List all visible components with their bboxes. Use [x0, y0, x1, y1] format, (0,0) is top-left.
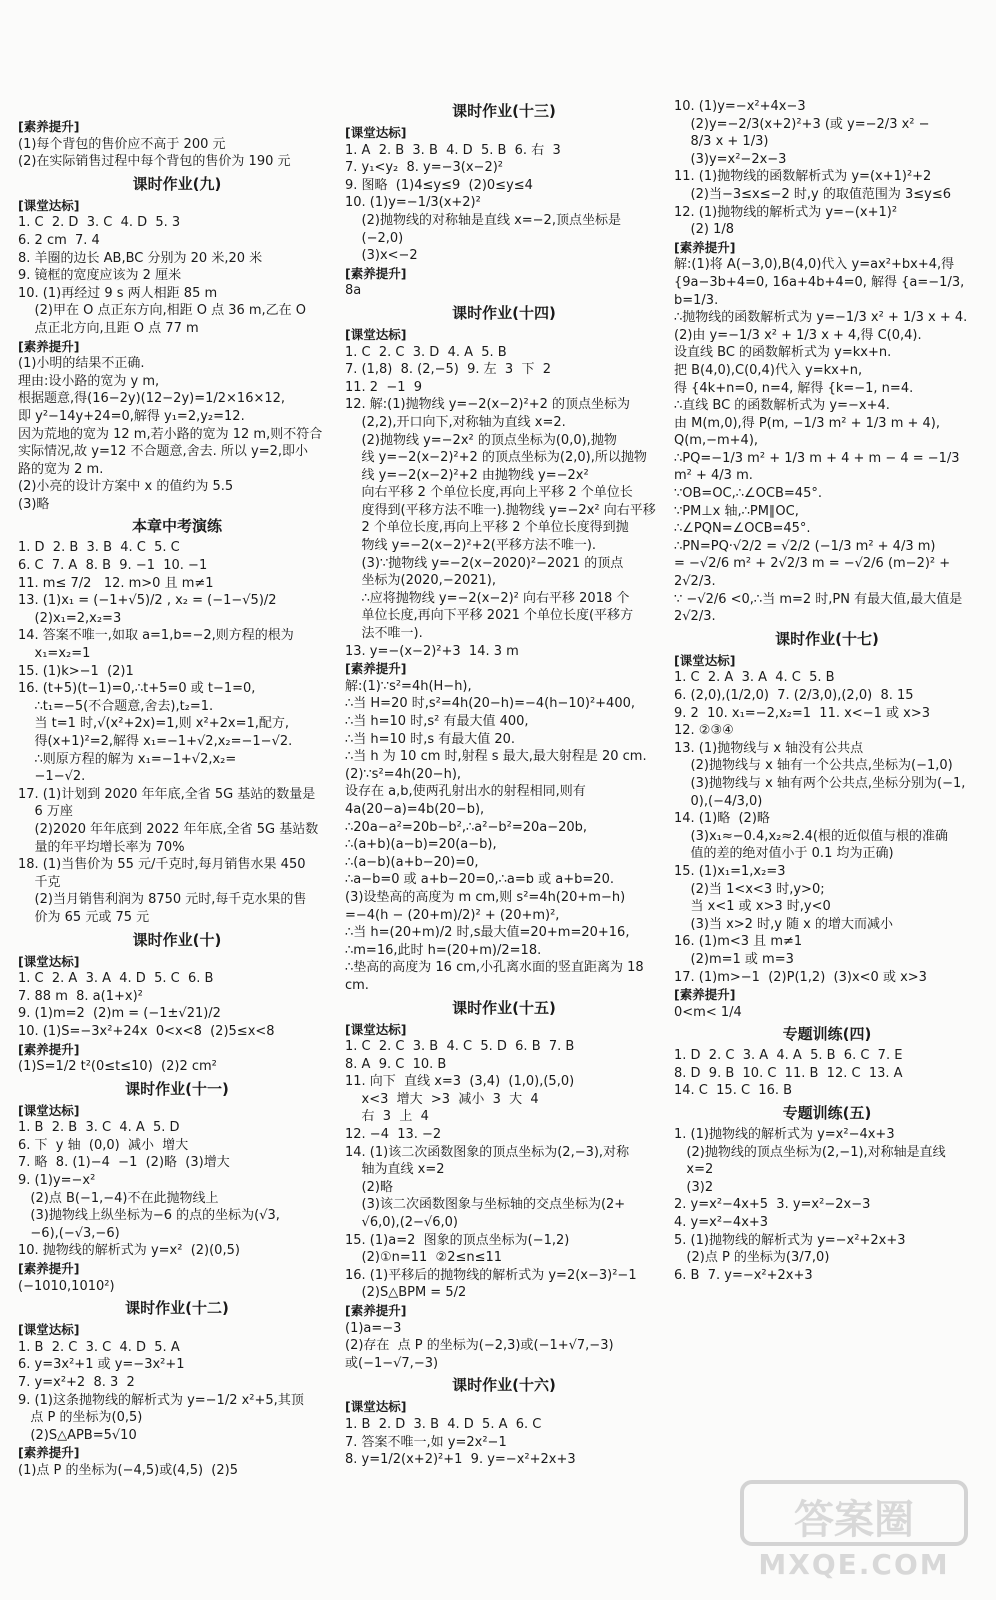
answer-line: ∵OB=OC,∴∠OCB=45°.: [674, 486, 822, 502]
answer-line: ∴直线 BC 的函数解析式为 y=−x+4.: [674, 398, 890, 414]
answer-line: 18. (1)当售价为 55 元/千克时,每月销售水果 450: [18, 857, 306, 873]
answer-line: 因为荒地的宽为 12 m,若小路的宽为 12 m,则不符合: [18, 426, 323, 442]
answer-line: 14. (1)略 (2)略: [674, 811, 770, 827]
answer-line: 1. D 2. B 3. B 4. C 5. C: [18, 540, 180, 556]
section-heading: 本章中考演练: [131, 517, 222, 536]
answer-line: 4. y=x²−4x+3: [674, 1215, 769, 1231]
answer-line: (2)当−3≤x≤−2 时,y 的取值范围为 3≤y≤6: [674, 186, 951, 202]
answer-line: 7. 答案不唯一,如 y=2x²−1: [345, 1434, 507, 1450]
answer-line: −6),(−√3,−6): [18, 1225, 120, 1241]
answer-line: 2 个单位长度,再向上平移 2 个单位长度得到抛: [345, 520, 629, 536]
answer-line: 根据题意,得(16−2y)(12−2y)=1/2×16×12,: [18, 391, 286, 407]
subsection-tag: [素养提升]: [345, 661, 407, 677]
answer-line: 7. y=x²+2 8. 3 2: [18, 1375, 135, 1390]
answer-line: 单位长度,再向下平移 2021 个单位长度(平移方: [345, 608, 634, 624]
answer-line: 10. (1)y=−x²+4x−3: [674, 99, 806, 114]
section-heading: 课时作业(十一): [125, 1079, 229, 1098]
answer-line: (1)a=−3: [345, 1320, 402, 1336]
answer-line: ∴当 h=10 时,s 有最大值 20.: [345, 731, 516, 747]
answer-line: 15. (1)x₁=1,x₂=3: [674, 863, 786, 879]
answer-line: 1. C 2. C 3. B 4. C 5. D 6. B 7. B: [345, 1039, 575, 1055]
answer-line: ∴PQ=−1/3 m² + 1/3 m + 4 + m − 4 = −1/3 m² + 4/3 m.: [674, 450, 964, 484]
answer-line: 或(−1−√7,−3): [345, 1355, 439, 1371]
answer-line: 6. 下 y 轴 (0,0) 减小 增大: [18, 1137, 189, 1153]
answer-line: 5. (1)抛物线的解析式为 y=−x²+2x+3: [674, 1232, 906, 1248]
answer-line: 16. (1)平移后的抛物线的解析式为 y=2(x−3)²−1: [345, 1267, 637, 1283]
answer-line: (3)抛物线上纵坐标为−6 的点的坐标为(√3,: [18, 1208, 280, 1224]
answer-line: 1. B 2. B 3. C 4. A 5. D: [18, 1120, 180, 1136]
answer-line: 9. 图略 (1)4≤y≤9 (2)0≤y≤4: [345, 177, 533, 193]
answer-line: 14. 答案不唯一,如取 a=1,b=−2,则方程的根为: [18, 628, 294, 644]
section-heading: 专题训练(四): [782, 1025, 872, 1044]
answer-line: 当 x<1 或 x>3 时,y<0: [674, 899, 831, 915]
answer-line: 6. (2,0),(1/2,0) 7. (2/3,0),(2,0) 8. 15: [674, 688, 914, 703]
answer-line: 7. 88 m 8. a(1+x)²: [18, 988, 143, 1004]
answer-line: (2)由 y=−1/3 x² + 1/3 x + 4,得 C(0,4).: [674, 327, 922, 343]
subsection-tag: [素养提升]: [18, 1261, 80, 1277]
answer-line: ∴当 H=20 时,s²=4h(20−h)=−4(h−10)²+400,: [345, 696, 636, 712]
subsection-tag: [素养提升]: [674, 239, 736, 255]
answer-line: 6 万座: [18, 804, 73, 820]
answer-line: 8/3 x + 1/3): [674, 134, 769, 150]
watermark-url: MXQE.COM: [758, 1548, 950, 1581]
answer-line: =−4(h − (20+m)/2)² + (20+m)²,: [345, 907, 560, 923]
answer-line: ∴a−b=0 或 a+b−20=0,∴a=b 或 a+b=20.: [345, 872, 614, 888]
answer-line: (3)∵抛物线 y=−2(x−2020)²−2021 的顶点: [345, 555, 624, 571]
answer-line: (2)2020 年年底到 2022 年年底,全省 5G 基站数: [18, 821, 319, 837]
answer-line: 9. (1)m=2 (2)m = (−1±√21)/2: [18, 1006, 221, 1022]
answer-line: 8. 羊圈的边长 AB,BC 分别为 20 米,20 米: [18, 250, 263, 266]
answer-line: 9. (1)y=−x²: [18, 1173, 96, 1189]
section-heading: 课时作业(十五): [452, 998, 556, 1017]
subsection-tag: [课堂达标]: [674, 652, 736, 668]
answer-line: 1. C 2. D 3. C 4. D 5. 3: [18, 215, 181, 231]
section-heading: 课时作业(十四): [452, 303, 556, 322]
answer-line: ∴∠PQN=∠OCB=45°.: [674, 521, 811, 537]
answer-line: (2)抛物线 y=−2x² 的顶点坐标为(0,0),抛物: [345, 432, 617, 448]
answer-line: (−2,0): [345, 230, 404, 246]
answer-line: 点正北方向,且距 O 点 77 m: [18, 320, 199, 336]
answer-line: 量的年平均增长率为 70%: [18, 839, 185, 855]
answer-line: (2)略: [345, 1179, 393, 1195]
answer-line: 当 t=1 时,√(x²+2x)=1,则 x²+2x=1,配方,: [18, 716, 289, 732]
answer-line: 由 M(m,0),得 P(m, −1/3 m² + 1/3 m + 4),: [674, 415, 940, 431]
answer-line: 实际情况,故 y=12 不合题意,舍去. 所以 y=2,即小: [18, 444, 309, 460]
answer-line: (2)S△BPM = 5/2: [345, 1285, 467, 1301]
answer-line: (3)y=x²−2x−3: [674, 151, 787, 167]
answer-line: 1. A 2. B 3. B 4. D 5. B 6. 右 3: [345, 142, 561, 158]
subsection-tag: [课堂达标]: [345, 125, 407, 140]
answer-line: (2)抛物线与 x 轴有一个公共点,坐标为(−1,0): [674, 758, 953, 774]
answer-line: (2)在实际销售过程中每个背包的售价为 190 元: [18, 154, 291, 170]
section-heading: 专题训练(五): [782, 1104, 872, 1123]
answer-line: 点 P 的坐标为(0,5): [18, 1410, 143, 1426]
answer-line: 物线 y=−2(x−2)²+2(平移方法不唯一).: [345, 538, 597, 554]
subsection-tag: [素养提升]: [345, 1303, 407, 1318]
answer-line: 13. (1)x₁ = (−1+√5)/2 , x₂ = (−1−√5)/2: [18, 593, 277, 609]
answer-line: (2)点 B(−1,−4)不在此抛物线上: [18, 1190, 219, 1206]
answer-line: 1. C 2. A 3. A 4. D 5. C 6. B: [18, 971, 214, 987]
answer-line: (2)当月销售利润为 8750 元时,每千克水果的售: [18, 892, 307, 908]
answer-line: 9. 2 10. x₁=−2,x₂=1 11. x<−1 或 x>3: [674, 705, 930, 721]
answer-line: 16. (1)m<3 且 m≠1: [674, 934, 803, 950]
answer-line: 4a(20−a)=4b(20−b),: [345, 801, 485, 817]
section-heading: 课时作业(九): [132, 174, 222, 193]
answer-line: −1−√2.: [18, 769, 86, 785]
answer-line: (1)点 P 的坐标为(−4,5)或(4,5) (2)5: [18, 1462, 238, 1478]
answer-line: (3)设垫高的高度为 m cm,则 s²=4h(20+m−h): [345, 889, 626, 905]
answer-line: (2)m=1 或 m=3: [674, 951, 794, 967]
answer-line: ∴当 h=10 时,s² 有最大值 400,: [345, 714, 529, 729]
answer-line: 6. C 7. A 8. B 9. −1 10. −1: [18, 558, 208, 574]
answer-line: 12. 解:(1)抛物线 y=−2(x−2)²+2 的顶点坐标为: [345, 397, 630, 413]
answer-line: 向右平移 2 个单位长度,再向上平移 2 个单位长: [345, 485, 633, 501]
answer-line: ∵PM⊥x 轴,∴PM∥OC,: [674, 503, 799, 519]
answer-line: √6,0),(2−√6,0): [345, 1215, 458, 1231]
answer-line: 13. (1)抛物线与 x 轴没有公共点: [674, 740, 864, 756]
answer-line: = −√2/6 m² + 2√2/3 m = −√2/6 (m−2)² + 2√2/3.: [674, 556, 955, 590]
answer-line: 8a: [345, 283, 362, 299]
answer-line: 线 y=−2(x−2)²+2 由抛物线 y=−2x²: [345, 467, 589, 483]
answer-line: (3)抛物线与 x 轴有两个公共点,坐标分别为(−1,: [674, 775, 966, 791]
answer-line: 1. C 2. A 3. A 4. C 5. B: [674, 670, 835, 686]
answer-line: (1)每个背包的售价应不高于 200 元: [18, 136, 226, 152]
answer-line: (2)∵s²=4h(20−h),: [345, 766, 462, 782]
answer-line: (1)小明的结果不正确.: [18, 356, 145, 372]
answer-line: 14. C 15. C 16. B: [674, 1083, 793, 1099]
answer-line: 15. (1)a=2 图象的顶点坐标为(−1,2): [345, 1232, 570, 1248]
answer-line: 设直线 BC 的函数解析式为 y=kx+n.: [674, 345, 892, 361]
answer-line: 12. −4 13. −2: [345, 1127, 442, 1143]
answer-line: {9a−3b+4=0, 16a+4b+4=0, 解得 {a=−1/3, b=1/3.: [674, 274, 969, 308]
answer-line: x=2: [674, 1162, 714, 1178]
answer-line: 16. (t+5)(t−1)=0,∴t+5=0 或 t−1=0,: [18, 681, 256, 697]
answer-line: 10. (1)S=−3x²+24x 0<x<8 (2)5≤x<8: [18, 1023, 275, 1039]
answer-line: 6. B 7. y=−x²+2x+3: [674, 1267, 813, 1283]
answer-line: (2,2),开口向下,对称轴为直线 x=2.: [345, 414, 566, 430]
answer-line: 1. B 2. D 3. B 4. D 5. A 6. C: [345, 1416, 542, 1432]
subsection-tag: [课堂达标]: [345, 326, 407, 342]
answer-line: 10. (1)再经过 9 s 两人相距 85 m: [18, 285, 218, 301]
answer-line: 10. 抛物线的解析式为 y=x² (2)(0,5): [18, 1243, 240, 1259]
answer-line: 右 3 上 4: [345, 1109, 429, 1125]
answer-line: 17. (1)m>−1 (2)P(1,2) (3)x<0 或 x>3: [674, 969, 927, 985]
answer-line: (2)S△APB=5√10: [18, 1427, 137, 1443]
answer-line: (2)抛物线的顶点坐标为(2,−1),对称轴是直线: [674, 1144, 946, 1160]
subsection-tag: [课堂达标]: [18, 1322, 80, 1338]
answer-line: ∴当 h 为 10 cm 时,射程 s 最大,最大射程是 20 cm.: [345, 749, 647, 765]
section-heading: 课时作业(十): [132, 930, 222, 949]
answer-line: 7. y₁<y₂ 8. y=−3(x−2)²: [345, 160, 503, 176]
answer-line: 路的宽为 2 m.: [18, 461, 104, 477]
answer-line: 11. 向下 直线 x=3 (3,4) (1,0),(5,0): [345, 1074, 575, 1090]
answer-line: 理由:设小路的宽为 y m,: [18, 373, 160, 389]
answer-line: ∴当 h=(20+m)/2 时,s最大值=20+m=20+16,: [345, 925, 630, 941]
answer-line: (3)x<−2: [345, 248, 418, 264]
answer-line: 9. 镜框的宽度应该为 2 厘米: [18, 268, 182, 284]
answer-line: 8. A 9. C 10. B: [345, 1056, 447, 1072]
answer-line: 解:(1)将 A(−3,0),B(4,0)代入 y=ax²+bx+4,得: [674, 257, 955, 273]
watermark-logo: [734, 1476, 974, 1586]
answer-line: ∴(a−b)(a+b−20)=0,: [345, 854, 479, 870]
answer-line: 价为 65 元或 75 元: [18, 909, 150, 925]
answer-line: (2)小亮的设计方案中 x 的值约为 5.5: [18, 479, 234, 495]
answer-line: 17. (1)计划到 2020 年年底,全省 5G 基站的数量是: [18, 786, 316, 802]
answer-line: 15. (1)k>−1 (2)1: [18, 663, 134, 679]
answer-line: ∴m=16,此时 h=(20+m)/2=18.: [345, 942, 542, 958]
answer-line: 千克: [18, 874, 61, 890]
section-heading: 课时作业(十三): [452, 102, 556, 120]
answer-line: (2)存在 点 P 的坐标为(−2,3)或(−1+√7,−3): [345, 1338, 614, 1354]
answer-line: 1. C 2. C 3. D 4. A 5. B: [345, 344, 507, 360]
answer-line: 11. 2 −1 9: [345, 379, 423, 395]
answer-line: 7. (1,8) 8. (2,−5) 9. 左 3 下 2: [345, 362, 552, 378]
answer-line: (1)S=1/2 t²(0≤t≤10) (2)2 cm²: [18, 1059, 217, 1075]
answer-line: (3)当 x>2 时,y 随 x 的增大而减小: [674, 916, 893, 932]
subsection-tag: [素养提升]: [18, 338, 80, 354]
answer-line: (3)x₁≈−0.4,x₂≈2.4(根的近似值与根的准确: [674, 828, 948, 844]
answer-line: 10. (1)y=−1/3(x+2)²: [345, 195, 481, 211]
answer-line: 8. D 9. B 10. C 11. B 12. C 13. A: [674, 1065, 903, 1081]
answer-line: 14. (1)该二次函数图象的顶点坐标为(2,−3),对称: [345, 1144, 630, 1160]
answer-line: 解:(1)∵s²=4h(H−h),: [345, 678, 472, 694]
answer-line: 1. D 2. C 3. A 4. A 5. B 6. C 7. E: [674, 1048, 903, 1064]
answer-line: 1. (1)抛物线的解析式为 y=x²−4x+3: [674, 1127, 895, 1143]
answer-line: (2)点 P 的坐标为(3/7,0): [674, 1250, 830, 1266]
answer-line: 11. m≤ 7/2 12. m>0 且 m≠1: [18, 575, 214, 591]
section-heading: 课时作业(十六): [452, 1376, 556, 1395]
answer-line: 12. (1)抛物线的解析式为 y=−(x+1)²: [674, 204, 898, 220]
answer-line: 坐标为(2020,−2021),: [345, 573, 497, 589]
answer-line: 把 B(4,0),C(0,4)代入 y=kx+n,: [674, 362, 863, 378]
subsection-tag: [课堂达标]: [18, 1102, 80, 1118]
answer-line: (2)x₁=2,x₂=3: [18, 610, 122, 626]
answer-line: 设存在 a,b,使两孔射出水的射程相同,则有: [345, 784, 586, 800]
answer-line: (3)该二次函数图象与坐标轴的交点坐标为(2+: [345, 1197, 626, 1213]
answer-line: 12. ②③④: [674, 723, 734, 739]
answer-column-right: [674, 0, 980, 1600]
answer-line: (2)①n=11 ②2≤n≤11: [345, 1250, 503, 1266]
answer-line: (2)当 1<x<3 时,y>0;: [674, 881, 825, 897]
subsection-tag: [素养提升]: [674, 987, 736, 1003]
answer-line: (−1010,1010²): [18, 1278, 115, 1294]
subsection-tag: [课堂达标]: [345, 1021, 407, 1037]
answer-line: ∴应将抛物线 y=−2(x−2)² 向右平移 2018 个: [345, 590, 630, 606]
answer-line: 0<m< 1/4: [674, 1004, 742, 1020]
answer-line: (3)2: [674, 1179, 714, 1195]
answer-line: ∴则原方程的解为 x₁=−1+√2,x₂=: [18, 751, 237, 767]
answer-column-middle: [345, 0, 663, 1600]
answer-line: 6. y=3x²+1 或 y=−3x²+1: [18, 1357, 185, 1373]
answer-line: 7. 略 8. (1)−4 −1 (2)略 (3)增大: [18, 1155, 230, 1171]
answer-line: 即 y²−14y+24=0,解得 y₁=2,y₂=12.: [18, 408, 245, 424]
answer-line: 轴为直线 x=2: [345, 1162, 445, 1178]
answer-line: 得 {4k+n=0, n=4, 解得 {k=−1, n=4.: [674, 380, 914, 396]
answer-line: ∴垫高的高度为 16 cm,小孔离水面的竖直距离为 18 cm.: [345, 960, 648, 993]
section-heading: 课时作业(十七): [775, 629, 879, 648]
answer-line: ∴抛物线的函数解析式为 y=−1/3 x² + 1/3 x + 4.: [674, 310, 968, 326]
subsection-tag: [素养提升]: [345, 265, 407, 281]
answer-line: (2) 1/8: [674, 222, 734, 238]
answer-line: x<3 增大 >3 减小 3 大 4: [345, 1091, 539, 1107]
answer-line: 9. (1)这条抛物线的解析式为 y=−1/2 x²+5,其顶: [18, 1392, 304, 1408]
answer-line: ∴PN=PQ·√2/2 = √2/2 (−1/3 m² + 4/3 m): [674, 538, 936, 554]
answer-line: (2)甲在 O 点正东方向,相距 O 点 36 m,乙在 O: [18, 303, 307, 319]
answer-line: Q(m,−m+4),: [674, 433, 759, 449]
answer-line: 8. y=1/2(x+2)²+1 9. y=−x²+2x+3: [345, 1452, 576, 1468]
answer-line: ∴(a+b)(a−b)=20(a−b),: [345, 837, 497, 853]
subsection-tag: [素养提升]: [18, 119, 80, 134]
answer-column-left: [18, 0, 336, 1600]
answer-line: 0),(−4/3,0): [674, 793, 763, 809]
subsection-tag: [课堂达标]: [18, 197, 80, 213]
answer-line: 2. y=x²−4x+5 3. y=x²−2x−3: [674, 1197, 871, 1213]
answer-line: 值的差的绝对值小于 0.1 均为正确): [674, 846, 894, 862]
section-heading: 课时作业(十二): [125, 1299, 229, 1318]
answer-line: (3)略: [18, 496, 50, 512]
answer-line: ∵ −√2/6 <0,∴当 m=2 时,PN 有最大值,最大值是 2√2/3.: [674, 591, 967, 625]
answer-line: 得(x+1)²=2,解得 x₁=−1+√2,x₂=−1−√2.: [18, 734, 293, 749]
answer-line: ∴20a−a²=20b−b²,∴a²−b²=20a−20b,: [345, 819, 588, 835]
watermark-text: 答案圈: [794, 1497, 914, 1543]
subsection-tag: [课堂达标]: [345, 1399, 407, 1415]
answer-line: (2)y=−2/3(x+2)²+3 (或 y=−2/3 x² −: [674, 116, 930, 132]
answer-line: 11. (1)抛物线的函数解析式为 y=(x+1)²+2: [674, 169, 932, 185]
answer-line: (2)抛物线的对称轴是直线 x=−2,顶点坐标是: [345, 212, 621, 228]
subsection-tag: [素养提升]: [18, 1445, 80, 1461]
answer-line: ∴t₁=−5(不合题意,舍去),t₂=1.: [18, 698, 214, 714]
answer-line: x₁=x₂=1: [18, 646, 91, 662]
answer-line: 线 y=−2(x−2)²+2 的顶点坐标为(2,0),所以抛物: [345, 450, 647, 466]
answer-line: 6. 2 cm 7. 4: [18, 232, 100, 248]
answer-line: 1. B 2. C 3. C 4. D 5. A: [18, 1339, 180, 1355]
subsection-tag: [课堂达标]: [18, 953, 80, 969]
answer-line: 13. y=−(x−2)²+3 14. 3 m: [345, 643, 519, 659]
answer-line: 法不唯一).: [345, 626, 423, 642]
subsection-tag: [素养提升]: [18, 1041, 80, 1057]
answer-line: 度得到(平移方法不唯一).抛物线 y=−2x² 向右平移: [345, 502, 656, 518]
